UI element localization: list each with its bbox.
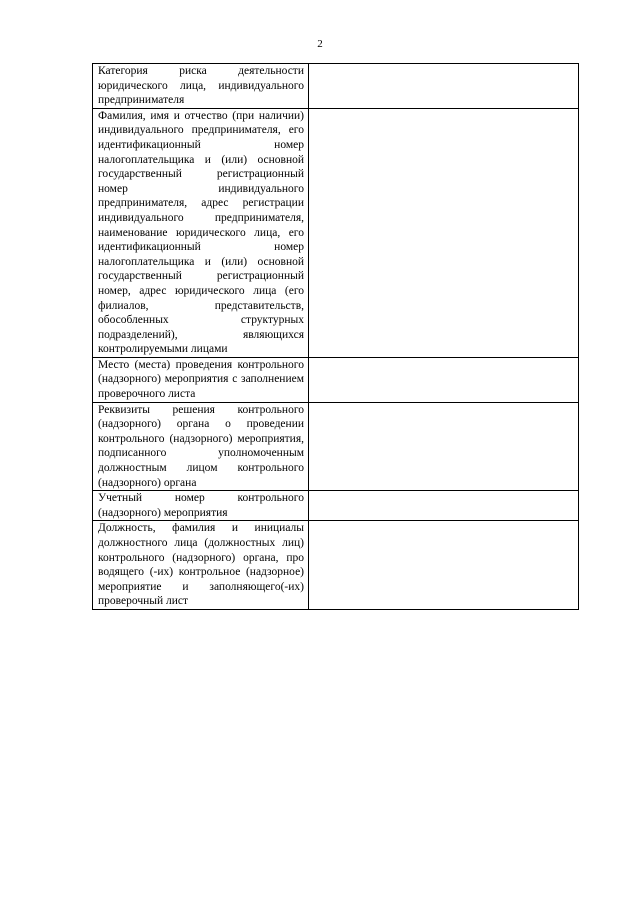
table-row-inspection-place <box>93 357 579 402</box>
table-row-official-persons <box>93 521 579 610</box>
row-label-decision-details: Реквизиты решения контрольного (надзорного) органа о проведении контрольного (надзорного) мероприятия, подписанного уполномоченным должностным лицом контрольного (надзорного) органа <box>93 402 309 491</box>
row-value-controlled-persons[interactable] <box>309 108 579 357</box>
table-row-risk-category <box>93 64 579 109</box>
inspection-info-table <box>92 63 579 610</box>
table-row-decision-details <box>93 402 579 491</box>
table-row-controlled-persons <box>93 108 579 357</box>
row-value-decision-details[interactable] <box>309 402 579 491</box>
row-label-inspection-place: Место (места) проведения контрольного (надзорного) мероприятия с заполнением проверочного листа <box>93 357 309 402</box>
row-label-registration-number: Учетный номер контрольного (надзорного) мероприятия <box>93 491 309 521</box>
table-row-registration-number <box>93 491 579 521</box>
row-value-risk-category[interactable] <box>309 64 579 109</box>
row-value-inspection-place[interactable] <box>309 357 579 402</box>
page-number: 2 <box>317 38 323 50</box>
row-label-risk-category: Категория риска деятельности юридического лица, индивидуального предпринимателя <box>93 64 309 109</box>
row-value-registration-number[interactable] <box>309 491 579 521</box>
row-label-official-persons: Должность, фамилия и инициалы должностного лица (должностных лиц) контрольного (надзорного) органа, про водящего (-их) контрольное (надзорное) мероприятие и заполняющего(-их) проверочный лист <box>93 521 309 610</box>
row-label-controlled-persons: Фамилия, имя и отчество (при наличии) индивидуального предпринимателя, его идентификационный номер налогоплательщика и (или) основной государственный регистрационный номер индивидуального предпринимателя, адрес регистрации индивидуального предпринимателя, наименование юридического лица, его идентификационный номер налогоплательщика и (или) основной государственный регистрационный номер, адрес юридического лица (его филиалов, представительств, обособленных структурных подразделений), являющихся контролируемыми лицами <box>93 108 309 357</box>
row-value-official-persons[interactable] <box>309 521 579 610</box>
